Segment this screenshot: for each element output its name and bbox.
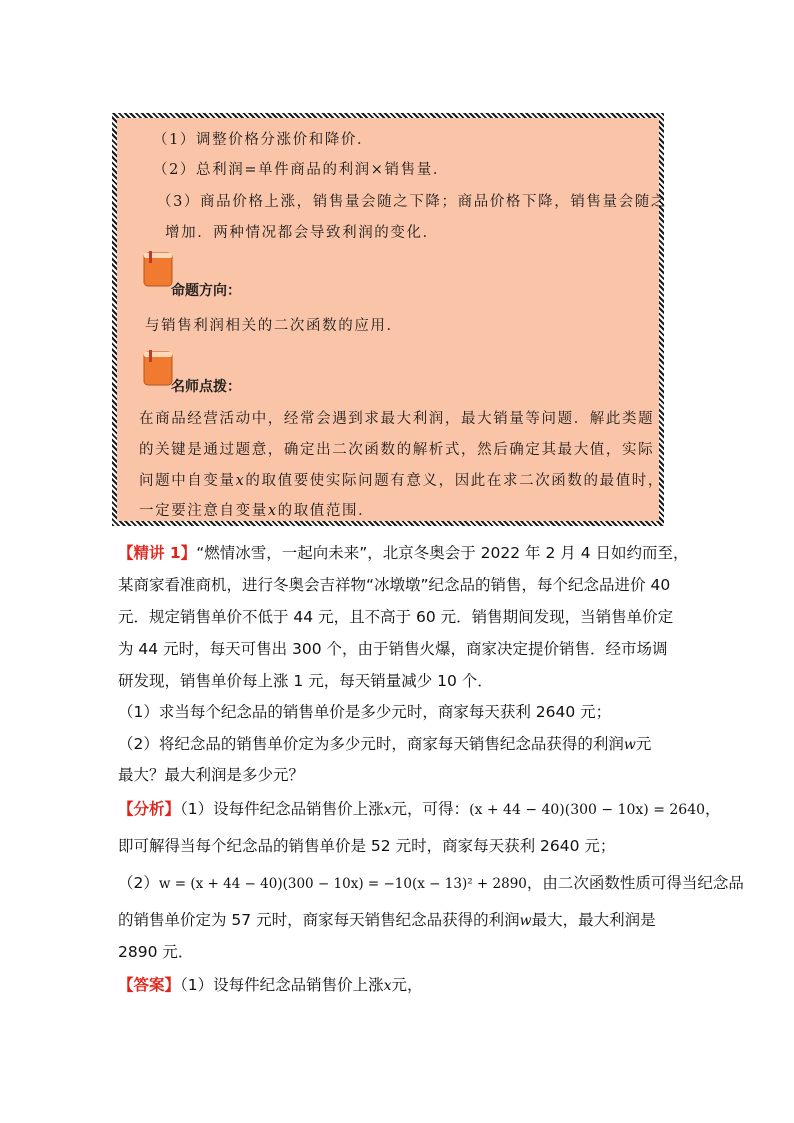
teacher-line-3: 问题中自变量x的取值要使实际问题有意义，因此在求二次函数的最值时， — [139, 473, 664, 489]
book-icon — [143, 251, 173, 287]
question-2-cont: 最大？最大利润是多少元？ — [118, 766, 305, 784]
teacher-heading: 名师点拨： — [171, 379, 241, 395]
analysis-line-4: 的销售单价定为 57 元时，商家每天销售纪念品获得的利润w最大，最大利润是 — [118, 911, 656, 929]
tip-line-1: （1）调整价格分涨价和降价． — [153, 132, 374, 148]
analysis-line-3: （2）w = (x + 44 − 40)(300 − 10x) = −10(x − 13)² + 2890，由二次函数性质可得当纪念品 — [118, 874, 744, 892]
analysis-line-1: 【分析】（1）设每件纪念品销售价上涨x元，可得：(x + 44 − 40)(300 − 10x) = 2640， — [118, 800, 721, 818]
example-line-3: 元．规定销售单价不低于 44 元，且不高于 60 元．销售期间发现，当销售单价定 — [118, 608, 674, 626]
example-line-4: 为 44 元时，每天可售出 300 个，由于销售火爆，商家决定提价销售．经市场调 — [118, 640, 668, 658]
example-line-2: 某商家看准商机，进行冬奥会吉祥物“冰墩墩”纪念品的销售，每个纪念品进价 40 — [118, 576, 671, 594]
answer-line-1: 【答案】（1）设每件纪念品销售价上涨x元， — [118, 976, 423, 994]
example-line-1: 【精讲 1】“燃情冰雪，一起向未来”，北京冬奥会于 2022 年 2 月 4 日如约而至， — [118, 544, 689, 562]
direction-text: 与销售利润相关的二次函数的应用． — [145, 318, 403, 334]
tip-box — [112, 113, 667, 526]
teacher-line-4: 一定要注意自变量x的取值范围． — [139, 503, 375, 519]
example-line-5: 研发现，销售单价每上涨 1 元，每天销量减少 10 个． — [118, 672, 493, 690]
tip-line-2: （2）总利润=单件商品的利润×销售量． — [153, 162, 449, 178]
tip-line-4: 增加．两种情况都会导致利润的变化． — [165, 225, 439, 241]
question-2: （2）将纪念品的销售单价定为多少元时，商家每天销售纪念品获得的利润w元 — [118, 735, 652, 753]
teacher-line-2: 的关键是通过题意，确定出二次函数的解析式，然后确定其最大值，实际 — [139, 442, 655, 458]
question-1: （1）求当每个纪念品的销售单价是多少元时，商家每天获利 2640 元； — [118, 703, 612, 721]
analysis-line-5: 2890 元． — [118, 943, 194, 961]
teacher-line-1: 在商品经营活动中，经常会遇到求最大利润，最大销量等问题．解此类题 — [139, 411, 655, 427]
tip-line-3: （3）商品价格上涨，销售量会随之下降；商品价格下降，销售量会随之 — [157, 194, 667, 210]
book-icon — [143, 350, 173, 386]
direction-heading: 命题方向： — [171, 283, 241, 299]
analysis-line-2: 即可解得当每个纪念品的销售单价是 52 元时，商家每天获利 2640 元； — [118, 837, 616, 855]
